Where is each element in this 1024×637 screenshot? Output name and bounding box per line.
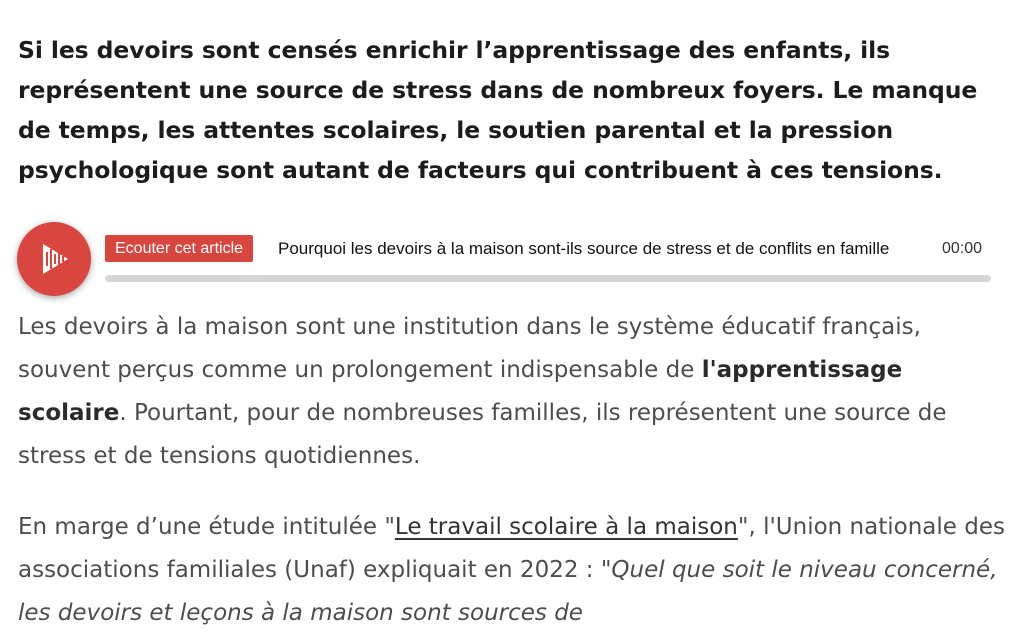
paragraph-text: . Pourtant, pour de nombreuses familles, ils représentent une source de stress et de tensions quotidiennes. [18, 400, 947, 469]
paragraph-intro [18, 306, 1008, 478]
play-button[interactable] [17, 222, 91, 296]
bold-term: l'apprentissage scolaire [18, 357, 903, 426]
paragraph-study [18, 506, 1008, 635]
paragraph-text: ", l'Union nationale des associations familiales (Unaf) expliquait en 2022 : " [18, 514, 1005, 583]
track-title: Pourquoi les devoirs à la maison sont-ils source de stress et de conflits en famille [278, 239, 890, 258]
time-display: 00:00 [942, 240, 983, 257]
paragraph-text: En marge d’une étude intitulée " [18, 514, 395, 540]
play-waveform-icon [34, 239, 74, 279]
listen-article-badge[interactable]: Ecouter cet article [105, 235, 253, 262]
article-lead: Si les devoirs sont censés enrichir l’apprentissage des enfants, ils représentent une source de stress dans de nombreux foyers. Le manque de temps, les attentes scolaires, le soutien parental et la pression psychologique sont autant de facteurs qui contribuent à ces tensions. [18, 36, 978, 184]
audio-player [17, 222, 997, 298]
quote-text: Quel que soit le niveau concerné, les devoirs et leçons à la maison sont sources de [18, 557, 998, 626]
paragraph-text: Les devoirs à la maison sont une institution dans le système éducatif français, souvent perçus comme un prolongement indispensable de [18, 314, 921, 383]
study-link[interactable]: Le travail scolaire à la maison [394, 514, 738, 540]
progress-bar[interactable] [105, 275, 991, 282]
